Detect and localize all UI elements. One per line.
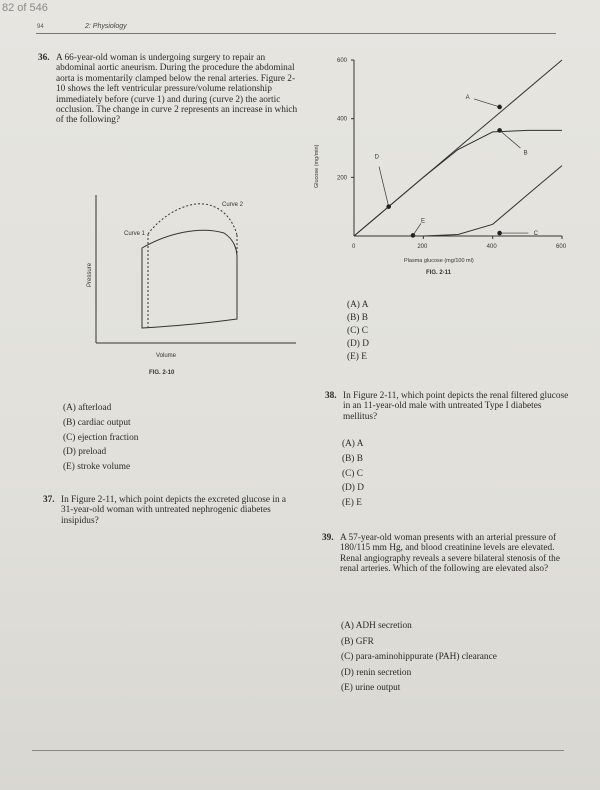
question-number: 38. bbox=[325, 391, 337, 401]
series-line-2 bbox=[354, 130, 562, 236]
point-label-a: A bbox=[465, 94, 470, 101]
point-e bbox=[411, 233, 416, 238]
option-a[interactable]: (A) afterload bbox=[63, 403, 112, 413]
question-number: 36. bbox=[38, 53, 50, 63]
header-rule bbox=[36, 33, 556, 34]
running-page-number: 94 bbox=[37, 24, 44, 30]
point-a bbox=[497, 105, 502, 110]
point-label-d: D bbox=[374, 154, 380, 161]
y-axis-label: Glucose (mg/min) bbox=[314, 144, 320, 188]
option-e[interactable]: (E) stroke volume bbox=[63, 462, 131, 473]
option-d[interactable]: (D) preload bbox=[63, 447, 107, 458]
origin-label: 0 bbox=[352, 244, 356, 250]
option-d[interactable]: (D) renin secretion bbox=[341, 667, 412, 678]
y-tick-label: 400 bbox=[337, 116, 348, 123]
question-36 bbox=[38, 53, 299, 126]
footer-rule bbox=[32, 750, 564, 751]
running-chapter-title: 2: Physiology bbox=[85, 23, 127, 30]
option-a[interactable]: (A) A bbox=[347, 300, 369, 310]
y-axis-label: Pressure bbox=[87, 262, 93, 287]
option-b[interactable]: (B) cardiac output bbox=[63, 417, 131, 428]
point-c bbox=[497, 231, 502, 236]
curve-1-label: Curve 1 bbox=[124, 231, 146, 237]
option-b[interactable]: (B) GFR bbox=[341, 636, 374, 647]
curve-1-path bbox=[142, 230, 237, 328]
figure-2-11 bbox=[310, 50, 580, 265]
point-d bbox=[386, 204, 391, 209]
option-e[interactable]: (E) urine output bbox=[341, 683, 401, 693]
option-c[interactable]: (C) C bbox=[342, 468, 363, 479]
question-38 bbox=[325, 391, 571, 422]
leader-line-b bbox=[500, 130, 521, 148]
x-tick-label: 600 bbox=[556, 244, 567, 250]
point-b bbox=[497, 128, 502, 133]
option-c[interactable]: (C) C bbox=[347, 326, 368, 336]
option-c[interactable]: (C) para-aminohippurate (PAH) clearance bbox=[341, 652, 497, 662]
x-axis-label: Volume bbox=[156, 353, 177, 359]
question-37-options bbox=[347, 299, 369, 364]
figure-2-11-caption: FIG. 2-11 bbox=[426, 270, 452, 276]
question-36-options bbox=[63, 401, 138, 475]
question-stem: In Figure 2-11, which point depicts the renal filtered glucose in an 11-year-old male with untreated Type I diabetes mellitus? bbox=[343, 391, 569, 422]
x-tick-label: 400 bbox=[486, 244, 497, 250]
question-number: 39. bbox=[322, 533, 334, 543]
x-axis-label: Plasma glucose (mg/100 ml) bbox=[404, 258, 474, 264]
question-stem: A 66-year-old woman is undergoing surgery to repair an abdominal aortic aneurism. During the procedure the abdominal aorta is momentarily clamped below the renal arteries. Figure 2-10 shows the left ventricular pressure/volume relationship immediately before (curve 1) and during (curve 2) the aortic occlusion. The change in curve 2 represents an increase in which of the following? bbox=[56, 53, 298, 126]
question-39-options bbox=[341, 619, 497, 697]
option-e[interactable]: (E) E bbox=[342, 498, 362, 509]
question-number: 37. bbox=[43, 495, 55, 505]
option-a[interactable]: (A) ADH secretion bbox=[341, 621, 412, 631]
question-38-options bbox=[342, 437, 364, 511]
question-stem: A 57-year-old woman presents with an arterial pressure of 180/115 mm Hg, and blood creatinine levels are elevated. Renal angiography reveals a severe bilateral stenosis of the renal arteries. Which of the following are elevated also? bbox=[340, 533, 560, 575]
option-e[interactable]: (E) E bbox=[347, 352, 367, 362]
point-label-b: B bbox=[523, 150, 528, 157]
question-37 bbox=[43, 495, 297, 526]
question-stem: In Figure 2-11, which point depicts the excreted glucose in a 31-year-old woman with untreated nephrogenic diabetes insipidus? bbox=[61, 495, 287, 526]
point-label-e: E bbox=[420, 218, 425, 225]
option-a[interactable]: (A) A bbox=[342, 439, 364, 449]
y-tick-label: 200 bbox=[337, 175, 348, 182]
series-line-3 bbox=[354, 166, 562, 236]
leader-line-d bbox=[379, 167, 389, 207]
question-39 bbox=[322, 533, 572, 575]
leader-line-a bbox=[474, 99, 500, 107]
x-tick-label: 200 bbox=[417, 244, 428, 250]
option-d[interactable]: (D) D bbox=[347, 339, 369, 349]
page-counter: 82 of 546 bbox=[2, 2, 48, 14]
figure-2-10 bbox=[87, 195, 301, 359]
curve-2-label: Curve 2 bbox=[222, 202, 244, 208]
option-b[interactable]: (B) B bbox=[342, 453, 363, 464]
option-c[interactable]: (C) ejection fraction bbox=[63, 432, 139, 443]
curve-2-path bbox=[148, 204, 237, 235]
option-b[interactable]: (B) B bbox=[347, 313, 368, 323]
figure-2-10-caption: FIG. 2-10 bbox=[149, 370, 175, 376]
point-label-c: C bbox=[533, 231, 538, 238]
y-tick-label: 600 bbox=[337, 58, 348, 65]
option-d[interactable]: (D) D bbox=[342, 483, 364, 494]
